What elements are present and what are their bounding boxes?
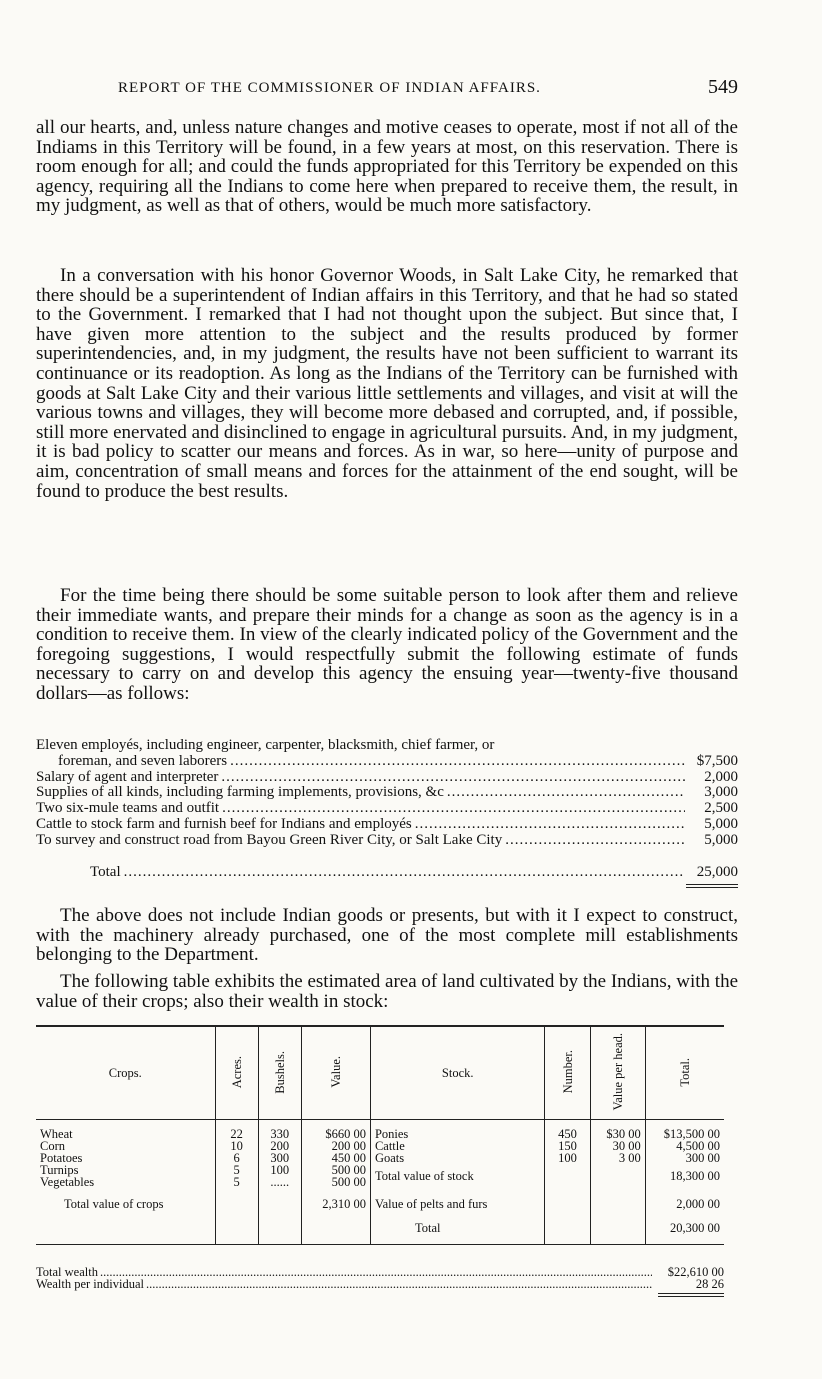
leader-dots (415, 817, 685, 833)
paragraph-3 (36, 586, 738, 704)
stock-total-value: 18,300 00 (645, 1164, 724, 1188)
estimate-item-2 (36, 770, 738, 786)
table-row (36, 1152, 724, 1164)
empty-cell (545, 1164, 590, 1188)
crop-acres: 22 (215, 1120, 258, 1141)
crops-total-value: 2,310 00 (301, 1188, 370, 1214)
estimate-label: Salary of agent and interpreter (36, 768, 219, 785)
page-number: 549 (708, 76, 738, 98)
crop-bushels: 200 (258, 1140, 301, 1152)
stock-name: Goats (370, 1152, 545, 1164)
stock-number: 150 (545, 1140, 590, 1152)
stock-name: Cattle (370, 1140, 545, 1152)
estimate-label: Supplies of all kinds, including farming implements, provisions, &c (36, 784, 444, 801)
crop-name: Potatoes (40, 1151, 83, 1165)
page-header (36, 76, 738, 102)
crops-total-label: Total value of crops (64, 1197, 164, 1211)
crop-name: Wheat (40, 1127, 73, 1141)
estimate-item-1 (36, 754, 738, 770)
paragraph-1 (36, 118, 738, 216)
crop-bushels: 100 (258, 1164, 301, 1176)
stock-total: 4,500 00 (645, 1140, 724, 1152)
leader-dots (146, 1278, 652, 1290)
crop-value: 450 00 (301, 1152, 370, 1164)
double-rule (658, 1293, 724, 1297)
estimate-total (36, 865, 738, 881)
header-acres: Acres. (215, 1026, 258, 1120)
estimate-amount: 2,500 (704, 800, 738, 817)
table-row (36, 1188, 724, 1214)
empty-cell (590, 1188, 645, 1214)
estimate-total-amount: 25,000 (696, 863, 738, 880)
per-individual-label: Wealth per individual (36, 1277, 144, 1291)
empty-cell (215, 1214, 258, 1245)
estimate-label: To survey and construct road from Bayou Green River City, or Salt Lake City (36, 831, 503, 848)
estimate-item-3 (36, 785, 738, 801)
paragraph-5 (36, 972, 738, 1011)
estimate-item-4 (36, 801, 738, 817)
empty-cell (258, 1214, 301, 1245)
stock-total: $13,500 00 (645, 1120, 724, 1141)
pelts-label: Value of pelts and furs (370, 1188, 545, 1214)
per-individual-value: 28 26 (695, 1277, 724, 1291)
header-value-per-head: Value per head. (590, 1026, 645, 1120)
leader-dots (447, 785, 685, 801)
crop-acres: 6 (215, 1152, 258, 1164)
empty-cell (590, 1164, 645, 1188)
empty-cell (590, 1214, 645, 1245)
estimate-amount: 2,000 (704, 768, 738, 785)
stock-total: 300 00 (645, 1152, 724, 1164)
crop-value: 500 00 (301, 1176, 370, 1188)
estimate-amount: 5,000 (704, 831, 738, 848)
paragraph-4 (36, 906, 738, 965)
table-row (36, 1164, 724, 1176)
crop-name: Turnips (40, 1163, 79, 1177)
empty-cell (215, 1188, 258, 1214)
crop-bushels: ...... (258, 1176, 301, 1188)
table-row (36, 1120, 724, 1141)
stock-number: 450 (545, 1120, 590, 1141)
per-individual-row (36, 1278, 724, 1290)
stock-per-head: 30 00 (590, 1140, 645, 1152)
crop-bushels: 300 (258, 1152, 301, 1164)
table-header-row (36, 1026, 724, 1120)
header-value: Value. (301, 1026, 370, 1120)
leader-dots (505, 833, 685, 849)
estimate-total-label: Total (90, 863, 121, 880)
header-crops: Crops. (36, 1026, 215, 1120)
paragraph-text: In a conversation with his honor Governor Woods, in Salt Lake City, he remarked that there should be a superintendent of Indian affairs in this Territory, and that he had so stated to the Government. I remarked that I had not thought upon the subject. But since that, I have given more attention to the subject and the results produced by former superintendencies, and, in my judgment, the results have not been sufficient to warrant its continuance or its readoption. As long as the Indians of the Territory can be furnished with goods at Salt Lake City and their various little settlements and villages, and visit at will the various towns and villages, they will become more debased and corrupted, and, if possible, still more enervated and disinclined to engage in agricultural pursuits. And, in my judgment, it is bad policy to scatter our means and forces. As in war, so here—unity of purpose and aim, concentration of small means and forces for the attainment of the end sought, will be found to produce the best results. (36, 265, 738, 502)
estimate-amount: 5,000 (704, 815, 738, 832)
crop-value: 200 00 (301, 1140, 370, 1152)
grand-total-value: 20,300 00 (645, 1214, 724, 1245)
paragraph-text: The following table exhibits the estimated area of land cultivated by the Indians, with the value of their crops; also their wealth in stock: (36, 971, 738, 1012)
crop-acres: 5 (215, 1176, 258, 1188)
paragraph-2 (36, 266, 738, 501)
leader-dots (221, 770, 685, 786)
table-row (36, 1214, 724, 1245)
stock-number: 100 (545, 1152, 590, 1164)
estimate-list (36, 738, 738, 888)
header-number: Number. (545, 1026, 590, 1120)
total-wealth-label: Total wealth (36, 1265, 98, 1279)
crop-acres: 10 (215, 1140, 258, 1152)
estimate-item-5 (36, 817, 738, 833)
estimate-amount: 3,000 (704, 784, 738, 801)
stock-per-head: 3 00 (590, 1152, 645, 1164)
header-total: Total. (645, 1026, 724, 1120)
stock-total-label: Total value of stock (370, 1164, 545, 1188)
empty-cell (545, 1188, 590, 1214)
empty-cell (545, 1214, 590, 1245)
leader-dots (222, 801, 685, 817)
crop-value: 500 00 (301, 1164, 370, 1176)
double-rule (686, 884, 738, 888)
stock-name: Ponies (370, 1120, 545, 1141)
paragraph-text: all our hearts, and, unless nature changes and motive ceases to operate, most if not all of the Indiams in this Territory will be found, in a few years at most, on this reservation. There is room enough for all; and could the funds appropriated for this Territory be expended on this agency, requiring all the Indians to come here when prepared to receive them, the result, in my judgment, as well as that of others, would be much more satisfactory. (36, 117, 738, 217)
header-stock: Stock. (370, 1026, 545, 1120)
leader-dots (100, 1266, 652, 1278)
header-bushels: Bushels. (258, 1026, 301, 1120)
estimate-amount: $7,500 (696, 752, 738, 769)
crop-name: Corn (40, 1139, 65, 1153)
estimate-item-1-line1: Eleven employés, including engineer, carpenter, blacksmith, chief farmer, or (36, 737, 495, 753)
crop-value: $660 00 (301, 1120, 370, 1141)
estimate-label: foreman, and seven laborers (58, 752, 228, 769)
leader-dots (230, 754, 685, 770)
stock-per-head: $30 00 (590, 1120, 645, 1141)
crop-name: Vegetables (40, 1175, 95, 1189)
grand-total-label: Total (370, 1214, 545, 1245)
total-wealth-value: $22,610 00 (667, 1265, 724, 1279)
running-title: REPORT OF THE COMMISSIONER OF INDIAN AFFAIRS. (118, 80, 541, 96)
paragraph-text: The above does not include Indian goods or presents, but with it I expect to construct, with the machinery already purchased, one of the most complete mill establishments belonging to the Department. (36, 905, 738, 966)
crops-stock-table (36, 1025, 724, 1245)
estimate-label: Two six-mule teams and outfit (36, 800, 220, 817)
leader-dots (124, 865, 685, 881)
estimate-item-6 (36, 833, 738, 849)
empty-cell (36, 1214, 215, 1245)
empty-cell (301, 1214, 370, 1245)
pelts-value: 2,000 00 (645, 1188, 724, 1214)
estimate-label: Cattle to stock farm and furnish beef for Indians and employés (36, 815, 412, 832)
empty-cell (258, 1188, 301, 1214)
paragraph-text: For the time being there should be some suitable person to look after them and relieve their immediate wants, and prepare their minds for a change as soon as the agency is in a condition to receive them. In view of the clearly indicated policy of the Government and the foregoing suggestions, I would respectfully submit the following estimate of funds necessary to carry on and develop this agency the ensuing year—twenty-five thousand dollars—as follows: (36, 585, 738, 704)
wealth-summary (36, 1266, 724, 1297)
crop-bushels: 330 (258, 1120, 301, 1141)
crop-acres: 5 (215, 1164, 258, 1176)
